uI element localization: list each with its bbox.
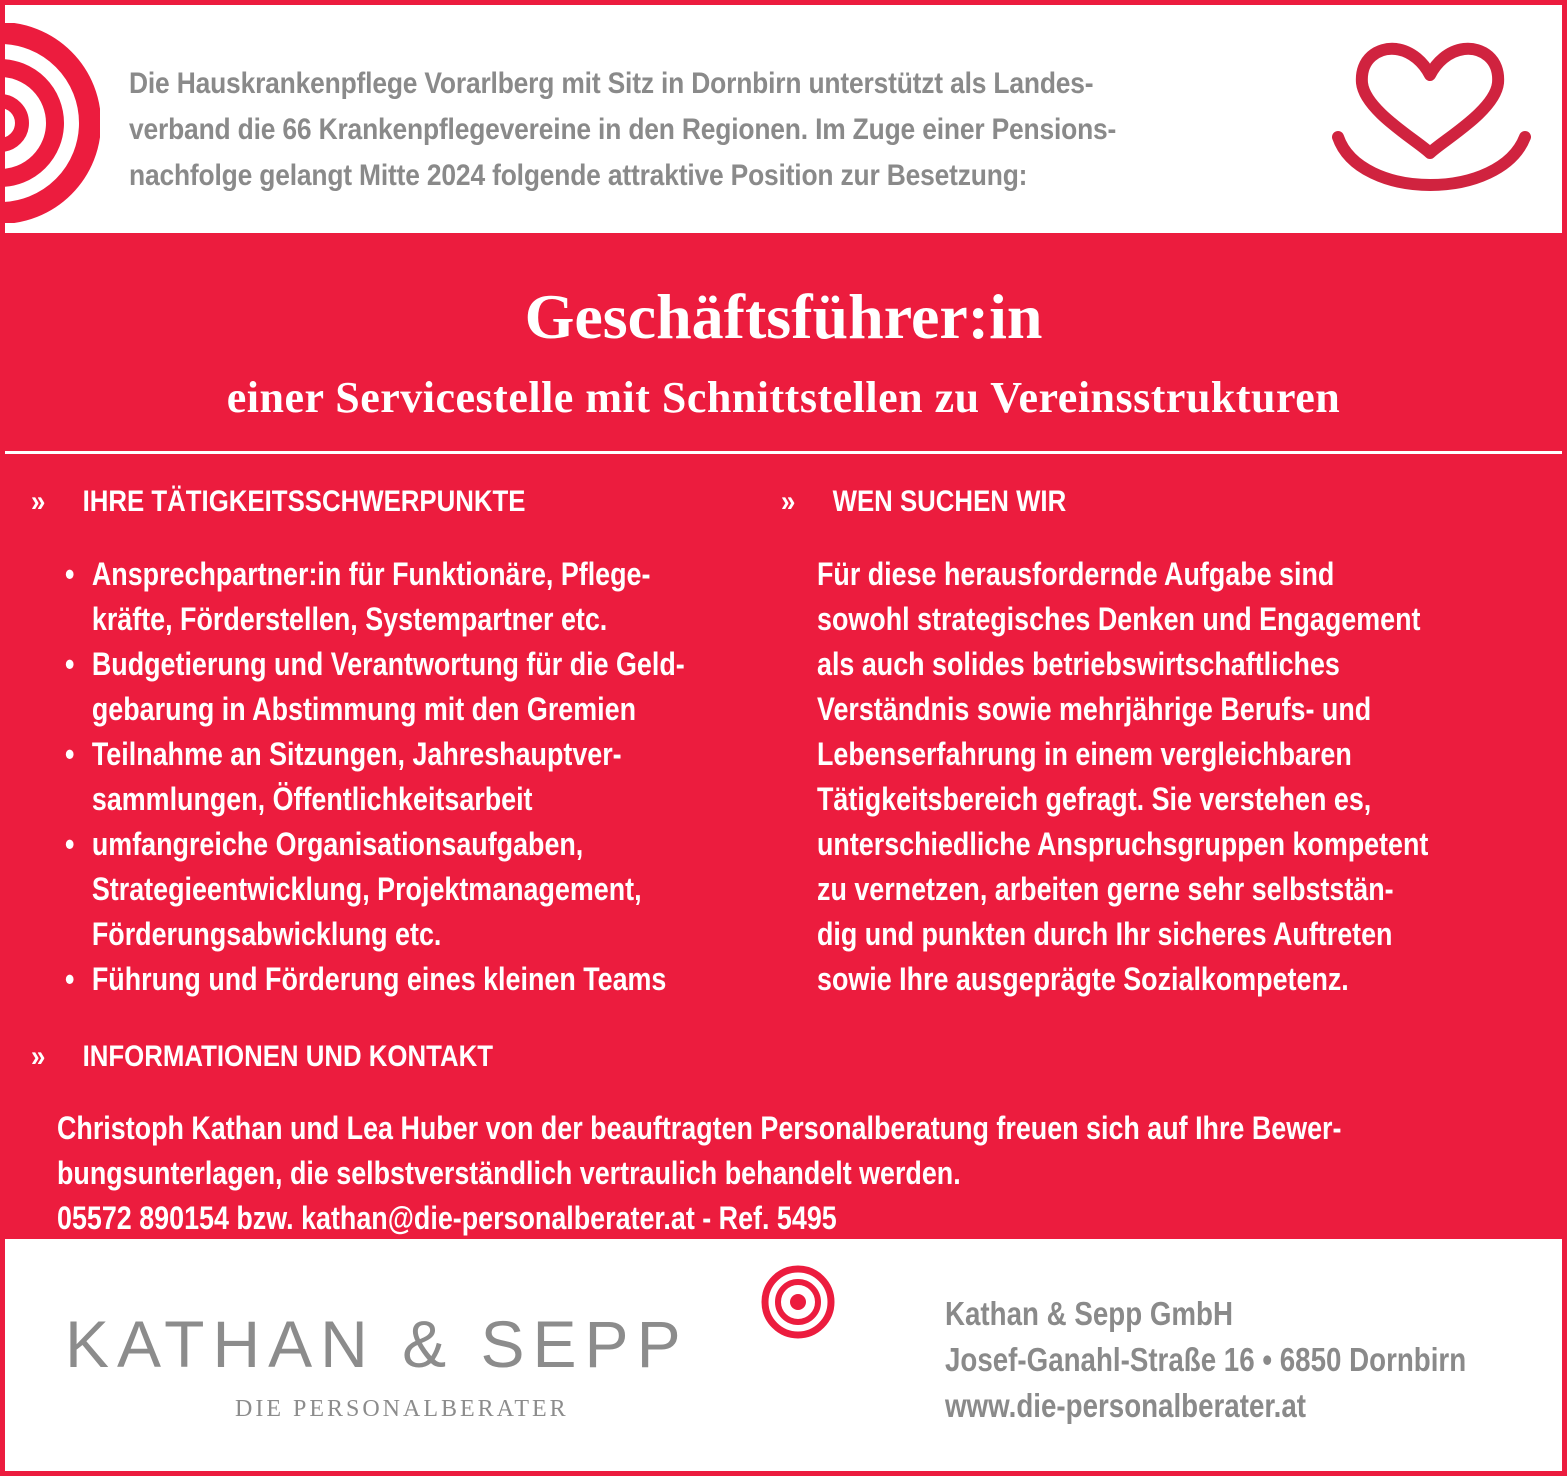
intro-line: verband die 66 Krankenpflegevereine in den Regionen. Im Zuge einer Pensions- — [129, 113, 1117, 146]
contact-heading-label: INFORMATIONEN UND KONTAKT — [82, 1040, 493, 1073]
profile-line: zu vernetzen, arbeiten gerne sehr selbststän- — [817, 871, 1394, 907]
double-chevron-icon: » — [31, 1040, 46, 1073]
company-address — [945, 1291, 1466, 1429]
contact-line: Christoph Kathan und Lea Huber von der beauftragten Personalberatung freuen sich auf Ihre Bewer- — [57, 1110, 1342, 1146]
double-chevron-icon: » — [781, 485, 796, 518]
duties-heading-label: IHRE TÄTIGKEITSSCHWERPUNKTE — [82, 485, 526, 518]
target-logo-icon — [760, 1264, 836, 1340]
profile-heading — [781, 482, 1066, 522]
brand-name: KATHAN & SEPP — [65, 1307, 689, 1381]
contact-heading — [31, 1037, 493, 1077]
heart-smile-logo-icon — [1330, 41, 1535, 206]
contact-line[interactable]: 05572 890154 bzw. kathan@die-personalberater.at - Ref. 5495 — [57, 1200, 837, 1236]
list-item — [65, 642, 754, 732]
list-item-line: • umfangreiche Organisationsaufgaben, — [91, 826, 584, 862]
street-address: Josef-Ganahl-Straße 16 • 6850 Dornbirn — [945, 1341, 1467, 1378]
list-item — [65, 822, 754, 957]
profile-heading-label: WEN SUCHEN WIR — [832, 485, 1067, 518]
profile-line: Für diese herausfordernde Aufgabe sind — [817, 556, 1335, 592]
divider — [5, 451, 1562, 454]
brand-tagline: DIE PERSONALBERATER — [235, 1396, 569, 1422]
list-item — [65, 732, 754, 822]
intro-text — [129, 61, 1150, 199]
job-details-panel — [5, 233, 1562, 1239]
profile-line: Tätigkeitsbereich gefragt. Sie verstehen es, — [817, 781, 1372, 817]
list-item — [65, 957, 754, 1002]
double-chevron-icon: » — [31, 485, 46, 518]
website-link[interactable]: www.die-personalberater.at — [945, 1387, 1306, 1424]
profile-line: Lebenserfahrung in einem vergleichbaren — [817, 736, 1352, 772]
profile-line: sowie Ihre ausgeprägte Sozialkompetenz. — [817, 961, 1349, 997]
profile-line: unterschiedliche Anspruchsgruppen kompetent — [817, 826, 1429, 862]
list-item-line: Strategieentwicklung, Projektmanagement, — [91, 871, 642, 907]
profile-line: Verständnis sowie mehrjährige Berufs- und — [817, 691, 1372, 727]
concentric-arcs-icon — [0, 23, 100, 223]
list-item-line: Förderungsabwicklung etc. — [91, 916, 442, 952]
list-item-line: • Budgetierung und Verantwortung für die Geld- — [91, 646, 685, 682]
contact-line: bungsunterlagen, die selbstverständlich vertraulich behandelt werden. — [57, 1155, 961, 1191]
list-item-line: • Führung und Förderung eines kleinen Teams — [91, 961, 667, 997]
brand-logo — [65, 1304, 689, 1422]
profile-line: dig und punkten durch Ihr sicheres Auftreten — [817, 916, 1393, 952]
profile-line: sowohl strategisches Denken und Engagement — [817, 601, 1421, 637]
list-item-line: • Ansprechpartner:in für Funktionäre, Pflege- — [91, 556, 651, 592]
list-item-line: • Teilnahme an Sitzungen, Jahreshauptver- — [91, 736, 622, 772]
job-subtitle: einer Servicestelle mit Schnittstellen zu Vereinsstrukturen — [226, 373, 1341, 422]
profile-line: als auch solides betriebswirtschaftliches — [817, 646, 1340, 682]
list-item — [65, 552, 754, 642]
list-item-line: sammlungen, Öffentlichkeitsarbeit — [91, 781, 533, 817]
intro-line: nachfolge gelangt Mitte 2024 folgende attraktive Position zur Besetzung: — [129, 159, 1028, 192]
contact-text — [57, 1106, 1485, 1241]
footer — [5, 1239, 1562, 1471]
intro-line: Die Hauskrankenpflege Vorarlberg mit Sitz in Dornbirn unterstützt als Landes- — [129, 67, 1094, 100]
duties-list — [65, 552, 754, 1002]
duties-heading — [31, 482, 526, 522]
profile-text — [817, 552, 1567, 1002]
list-item-line: gebarung in Abstimmung mit den Gremien — [91, 691, 636, 727]
intro-header — [5, 5, 1562, 233]
company-name: Kathan & Sepp GmbH — [945, 1295, 1234, 1332]
job-title: Geschäftsführer:in — [524, 281, 1043, 352]
list-item-line: kräfte, Förderstellen, Systempartner etc. — [91, 601, 608, 637]
